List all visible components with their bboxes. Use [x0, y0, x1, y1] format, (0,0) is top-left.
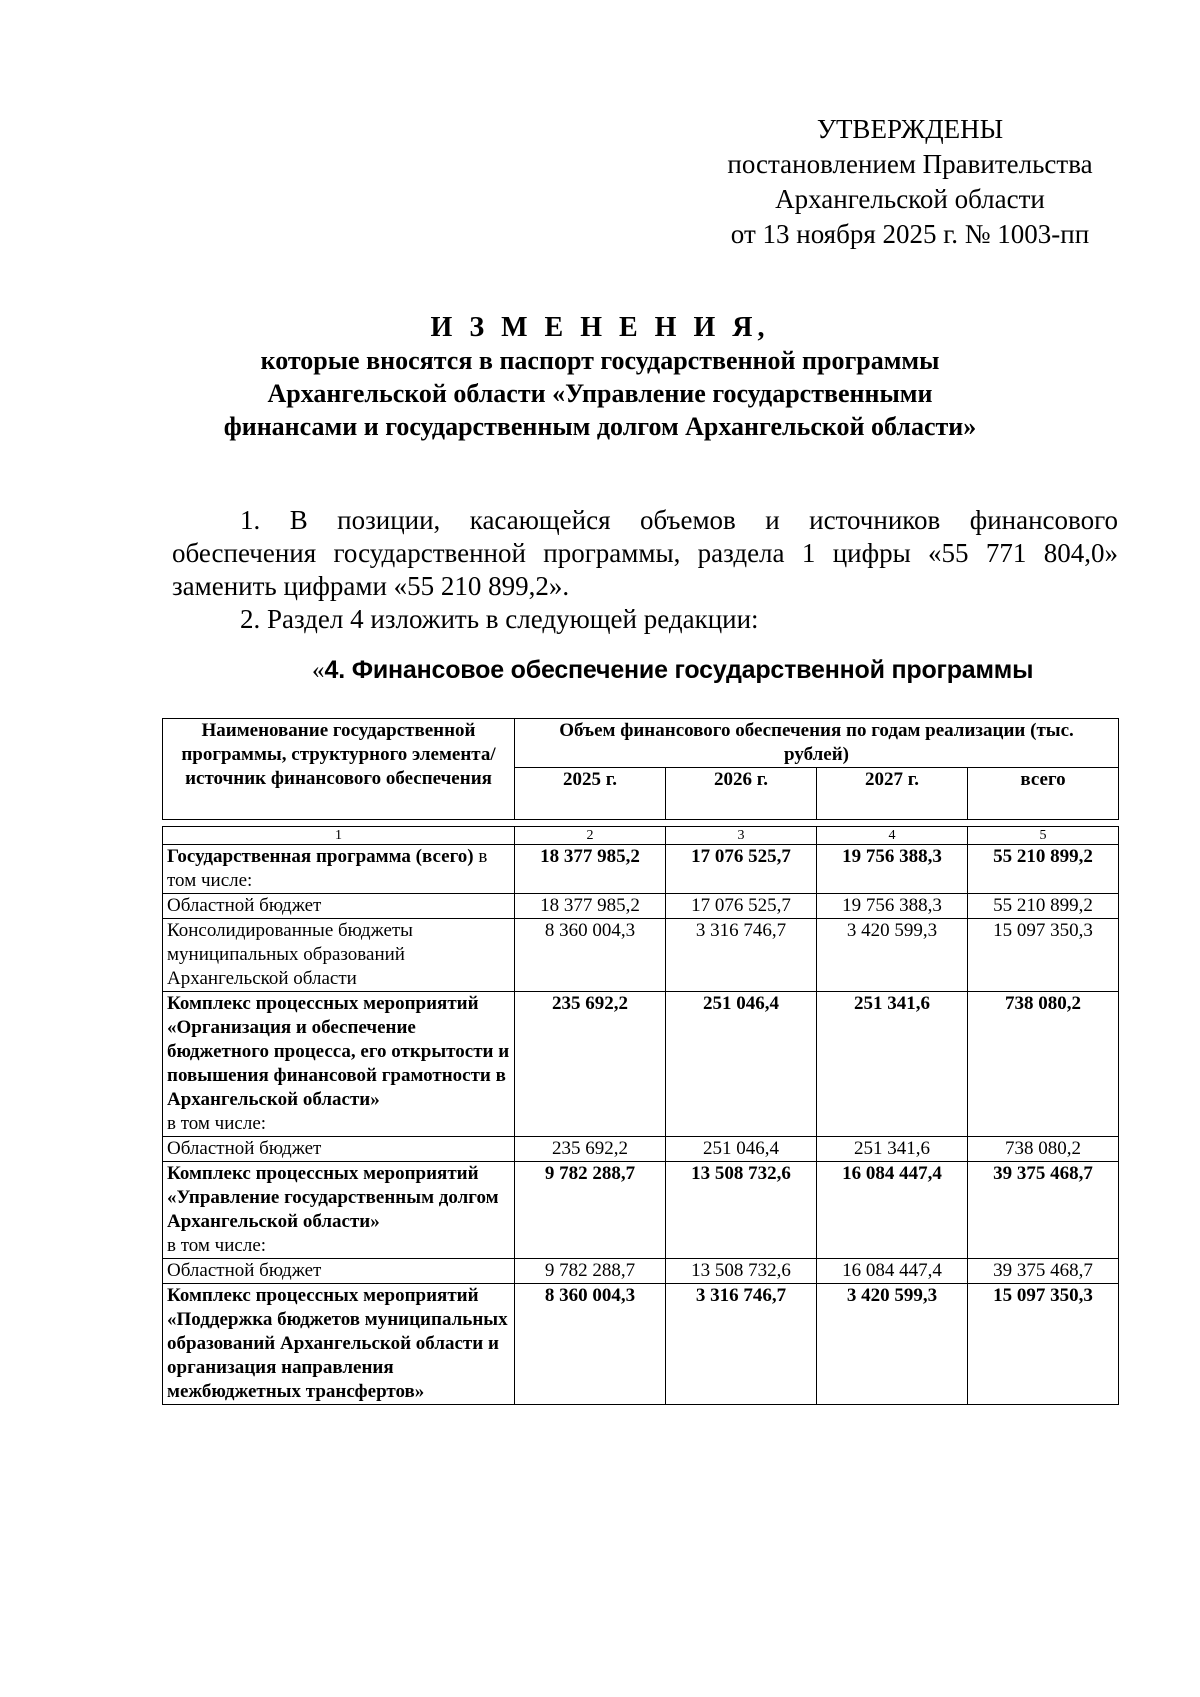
row-value-cell: 251 046,4 [666, 1137, 817, 1162]
row-value-cell: 39 375 468,7 [968, 1162, 1119, 1259]
index-cell: 1 [163, 827, 515, 845]
row-name-text: Областной бюджет [167, 1138, 322, 1159]
row-value-cell: 738 080,2 [968, 992, 1119, 1137]
paragraph-1-line: 1. В позиции, касающейся объемов и источников финансового [240, 505, 1118, 535]
header-name-cell: Наименование государственной программы, структурного элемента/источник финансового обеспечения [163, 719, 515, 820]
row-value-cell: 8 360 004,3 [515, 1284, 666, 1405]
row-name-bold: Комплекс процессных мероприятий «Поддержка бюджетов муниципальных образований Архангельской области и организация направления межбюджетных трансфертов» [167, 1285, 508, 1402]
row-value-cell: 251 046,4 [666, 992, 817, 1137]
row-name-cell [163, 1137, 515, 1162]
row-name-cell [163, 894, 515, 919]
index-cell: 2 [515, 827, 666, 845]
row-value-cell: 13 508 732,6 [666, 1259, 817, 1284]
row-value-cell: 3 420 599,3 [817, 1284, 968, 1405]
approval-stamp [700, 112, 1120, 252]
row-value-cell: 3 316 746,7 [666, 1284, 817, 1405]
row-value-cell: 55 210 899,2 [968, 894, 1119, 919]
row-value-cell: 3 316 746,7 [666, 919, 817, 992]
title-line: Архангельской области «Управление государственными [267, 379, 933, 408]
title-heading: И З М Е Н Е Н И Я, [430, 312, 770, 343]
title-line: которые вносятся в паспорт государственной программы [260, 346, 940, 375]
index-cell: 5 [968, 827, 1119, 845]
header-volume-cell: Объем финансового обеспечения по годам реализации (тыс. рублей) [515, 719, 1119, 768]
paragraph-1 [172, 504, 1118, 603]
paragraph-1-line: обеспечения государственной программы, раздела 1 цифры «55 771 804,0» [172, 538, 1118, 568]
table-gap [163, 820, 1119, 827]
row-value-cell: 18 377 985,2 [515, 894, 666, 919]
row-name-text: в том числе: [167, 1113, 267, 1134]
section-heading [312, 654, 1112, 687]
approval-line: Архангельской области [775, 184, 1045, 214]
document-title [160, 311, 1040, 443]
table-index-row [163, 827, 1119, 845]
row-name-bold: Комплекс процессных мероприятий «Организация и обеспечение бюджетного процесса, его открытости и повышения финансовой грамотности в Архангельской области» [167, 993, 510, 1110]
row-value-cell: 39 375 468,7 [968, 1259, 1119, 1284]
row-name-cell [163, 992, 515, 1137]
row-name-text: в том числе: [167, 846, 488, 891]
row-value-cell: 16 084 447,4 [817, 1162, 968, 1259]
header-year-cell: 2026 г. [666, 768, 817, 820]
row-value-cell: 55 210 899,2 [968, 845, 1119, 894]
table-row [163, 1284, 1119, 1405]
row-name-bold: Государственная программа (всего) [167, 846, 474, 867]
row-name-bold: Комплекс процессных мероприятий «Управление государственным долгом Архангельской области» [167, 1163, 499, 1232]
row-name-cell [163, 845, 515, 894]
row-value-cell: 17 076 525,7 [666, 845, 817, 894]
table-row [163, 1137, 1119, 1162]
finance-table [162, 718, 1119, 1405]
row-name-text: в том числе: [167, 1235, 267, 1256]
header-year-cell: всего [968, 768, 1119, 820]
row-name-cell [163, 1259, 515, 1284]
row-value-cell: 15 097 350,3 [968, 919, 1119, 992]
row-name-text: Консолидированные бюджеты муниципальных образований Архангельской области [167, 920, 413, 989]
row-name-text: Областной бюджет [167, 895, 322, 916]
table-header-row [163, 719, 1119, 768]
index-cell: 3 [666, 827, 817, 845]
row-value-cell: 235 692,2 [515, 992, 666, 1137]
header-year-cell: 2027 г. [817, 768, 968, 820]
row-value-cell: 235 692,2 [515, 1137, 666, 1162]
header-year-cell: 2025 г. [515, 768, 666, 820]
row-value-cell: 251 341,6 [817, 1137, 968, 1162]
table-row [163, 894, 1119, 919]
title-line: финансами и государственным долгом Архангельской области» [223, 412, 977, 441]
section-heading-quote: « [312, 657, 325, 684]
row-value-cell: 15 097 350,3 [968, 1284, 1119, 1405]
row-name-cell [163, 1284, 515, 1405]
row-value-cell: 738 080,2 [968, 1137, 1119, 1162]
table-row [163, 1259, 1119, 1284]
table-row [163, 1162, 1119, 1259]
row-value-cell: 19 756 388,3 [817, 894, 968, 919]
row-value-cell: 13 508 732,6 [666, 1162, 817, 1259]
row-value-cell: 8 360 004,3 [515, 919, 666, 992]
row-name-cell [163, 919, 515, 992]
approval-line: постановлением Правительства [727, 149, 1093, 179]
index-cell: 4 [817, 827, 968, 845]
row-value-cell: 9 782 288,7 [515, 1162, 666, 1259]
table-row [163, 845, 1119, 894]
row-value-cell: 19 756 388,3 [817, 845, 968, 894]
row-value-cell: 17 076 525,7 [666, 894, 817, 919]
row-value-cell: 16 084 447,4 [817, 1259, 968, 1284]
row-value-cell: 3 420 599,3 [817, 919, 968, 992]
table-row [163, 919, 1119, 992]
section-heading-text: 4. Финансовое обеспечение государственной программы [324, 656, 1034, 684]
row-name-cell [163, 1162, 515, 1259]
approval-title: УТВЕРЖДЕНЫ [816, 114, 1004, 144]
row-value-cell: 9 782 288,7 [515, 1259, 666, 1284]
row-name-text: Областной бюджет [167, 1260, 322, 1281]
paragraph-1-line: заменить цифрами «55 210 899,2». [172, 571, 570, 601]
approval-date: от 13 ноября 2025 г. № 1003-пп [730, 219, 1090, 249]
row-value-cell: 251 341,6 [817, 992, 968, 1137]
paragraph-2: 2. Раздел 4 изложить в следующей редакции: [240, 604, 759, 634]
row-value-cell: 18 377 985,2 [515, 845, 666, 894]
table-row [163, 992, 1119, 1137]
